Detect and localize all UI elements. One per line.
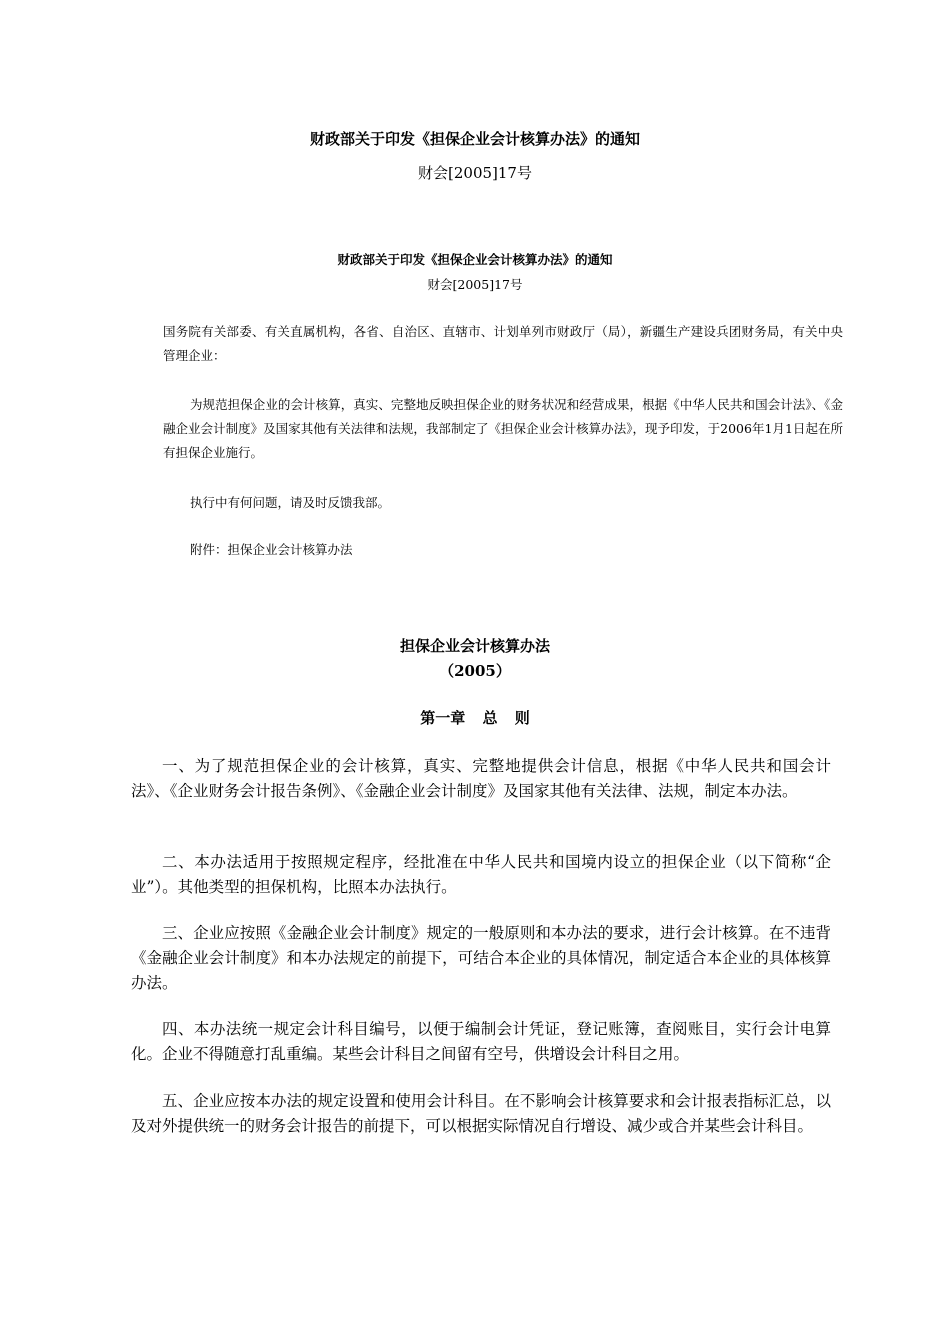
regulation-year: （2005） bbox=[439, 662, 511, 680]
article-2: 二、本办法适用于按照规定程序，经批准在中华人民共和国境内设立的担保企业（以下简称“企业”）。其他类型的担保机构，比照本办法执行。 bbox=[131, 853, 831, 896]
article-3: 三、企业应按照《金融企业会计制度》规定的一般原则和本办法的要求，进行会计核算。在不违背《金融企业会计制度》和本办法规定的前提下，可结合本企业的具体情况，制定适合本企业的具体核算办法。 bbox=[131, 924, 831, 992]
notice-attachment: 附件：担保企业会计核算办法 bbox=[190, 542, 353, 557]
article-1: 一、为了规范担保企业的会计核算，真实、完整地提供会计信息，根据《中华人民共和国会计法》、《企业财务会计报告条例》、《金融企业会计制度》及国家其他有关法律、法规，制定本办法。 bbox=[131, 757, 831, 800]
chapter-heading: 第一章 总 则 bbox=[420, 709, 530, 727]
document-number: 财会[2005]17号 bbox=[418, 164, 532, 182]
regulation-title: 担保企业会计核算办法 bbox=[399, 637, 550, 655]
notice-body: 为规范担保企业的会计核算，真实、完整地反映担保企业的财务状况和经营成果，根据《中华人民共和国会计法》、《金融企业会计制度》及国家其他有关法律和法规，我部制定了《担保企业会计核算办法》，现予印发，于2006年1月1日起在所有担保企业施行。 bbox=[163, 397, 843, 460]
notice-feedback: 执行中有何问题，请及时反馈我部。 bbox=[190, 495, 391, 510]
article-5: 五、企业应按本办法的规定设置和使用会计科目。在不影响会计核算要求和会计报表指标汇总，以及对外提供统一的财务会计报告的前提下，可以根据实际情况自行增设、减少或合并某些会计科目。 bbox=[131, 1092, 831, 1135]
notice-number: 财会[2005]17号 bbox=[427, 277, 523, 292]
document-title: 财政部关于印发《担保企业会计核算办法》的通知 bbox=[309, 130, 640, 148]
notice-title: 财政部关于印发《担保企业会计核算办法》的通知 bbox=[337, 252, 613, 267]
article-4: 四、本办法统一规定会计科目编号，以便于编制会计凭证，登记账簿，查阅账目，实行会计电算化。企业不得随意打乱重编。某些会计科目之间留有空号，供增设会计科目之用。 bbox=[131, 1020, 831, 1063]
notice-addressee: 国务院有关部委、有关直属机构，各省、自治区、直辖市、计划单列市财政厅（局），新疆生产建设兵团财务局，有关中央管理企业： bbox=[163, 324, 843, 363]
